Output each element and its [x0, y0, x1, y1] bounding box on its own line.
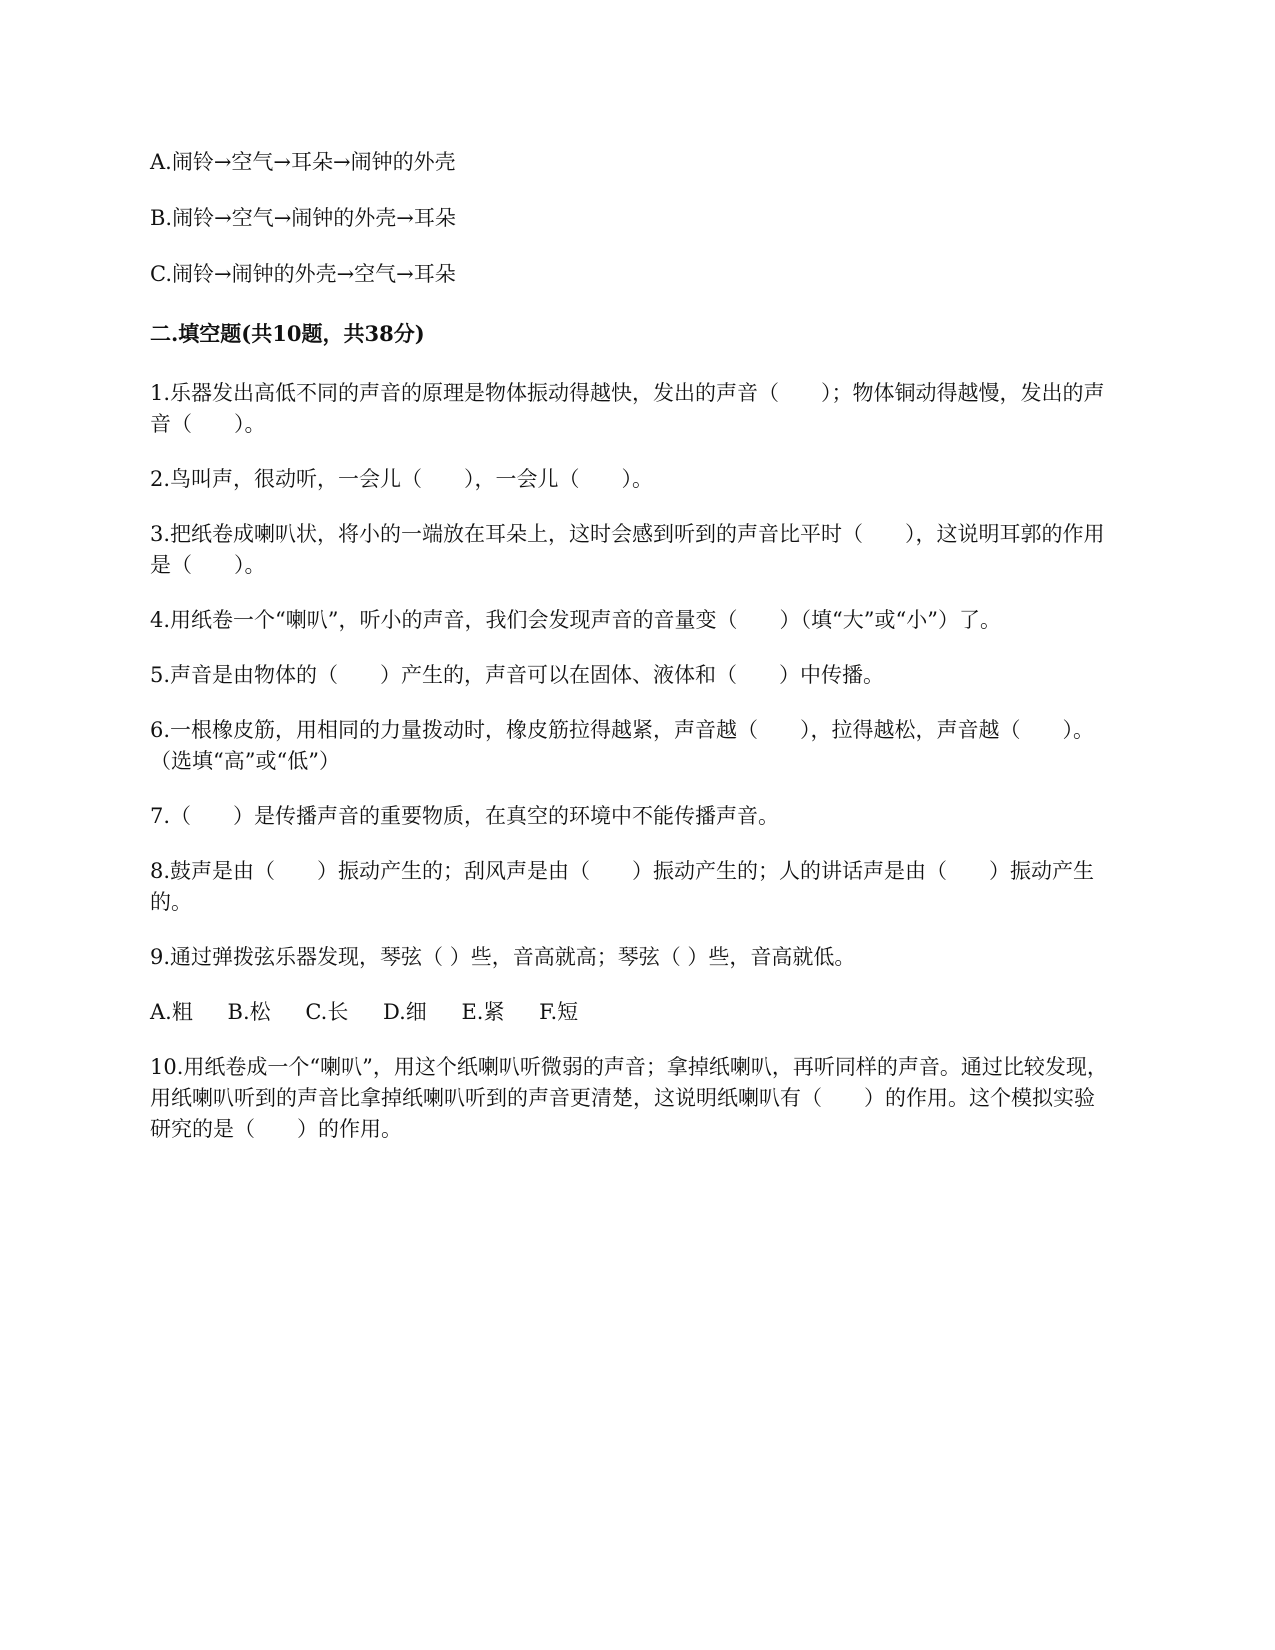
question-8: 8.鼓声是由（ ）振动产生的；刮风声是由（ ）振动产生的；人的讲话声是由（ ）振动产生的。 [150, 859, 1095, 914]
question-6: 6.一根橡皮筋，用相同的力量拨动时，橡皮筋拉得越紧，声音越（ ），拉得越松，声音越（ ）。（选填“高”或“低”） [150, 718, 1095, 773]
choice-e: E.紧 [461, 1000, 505, 1024]
choice-c: C.长 [305, 1000, 349, 1024]
choice-a: A.粗 [150, 1000, 193, 1024]
question-9: 9.通过弹拨弦乐器发现，琴弦（ ）些，音高就高；琴弦（ ）些，音高就低。 [150, 945, 856, 969]
option-c: C.闹铃→闹钟的外壳→空气→耳朵 [150, 262, 456, 286]
question-5: 5.声音是由物体的（ ）产生的，声音可以在固体、液体和（ ）中传播。 [150, 663, 885, 687]
question-2: 2.鸟叫声，很动听，一会儿（ ），一会儿（ ）。 [150, 467, 654, 491]
question-10: 10.用纸卷成一个“喇叭”，用这个纸喇叭听微弱的声音；拿掉纸喇叭，再听同样的声音。通过比较发现，用纸喇叭听到的声音比拿掉纸喇叭听到的声音更清楚，这说明纸喇叭有（ ）的作用。这个模拟实验研究的是（ ）的作用。 [150, 1055, 1108, 1141]
choice-b: B.松 [227, 1000, 271, 1024]
option-a: A.闹铃→空气→耳朵→闹钟的外壳 [150, 150, 456, 174]
question-3: 3.把纸卷成喇叭状，将小的一端放在耳朵上，这时会感到听到的声音比平时（ ），这说明耳郭的作用是（ ）。 [150, 522, 1105, 577]
page-content [150, 148, 1110, 1169]
choice-f: F.短 [539, 1000, 579, 1024]
question-7: 7.（ ）是传播声音的重要物质，在真空的环境中不能传播声音。 [150, 804, 780, 828]
question-4: 4.用纸卷一个“喇叭”，听小的声音，我们会发现声音的音量变（ ）（填“大”或“小”）了。 [150, 608, 1001, 632]
section-title: 二.填空题(共10题，共38分) [150, 321, 425, 346]
question-9-choices [150, 997, 1110, 1028]
question-1: 1.乐器发出高低不同的声音的原理是物体振动得越快，发出的声音（ ）；物体铜动得越慢，发出的声音（ ）。 [150, 381, 1105, 436]
option-b: B.闹铃→空气→闹钟的外壳→耳朵 [150, 206, 456, 230]
choice-d: D.细 [383, 1000, 427, 1024]
